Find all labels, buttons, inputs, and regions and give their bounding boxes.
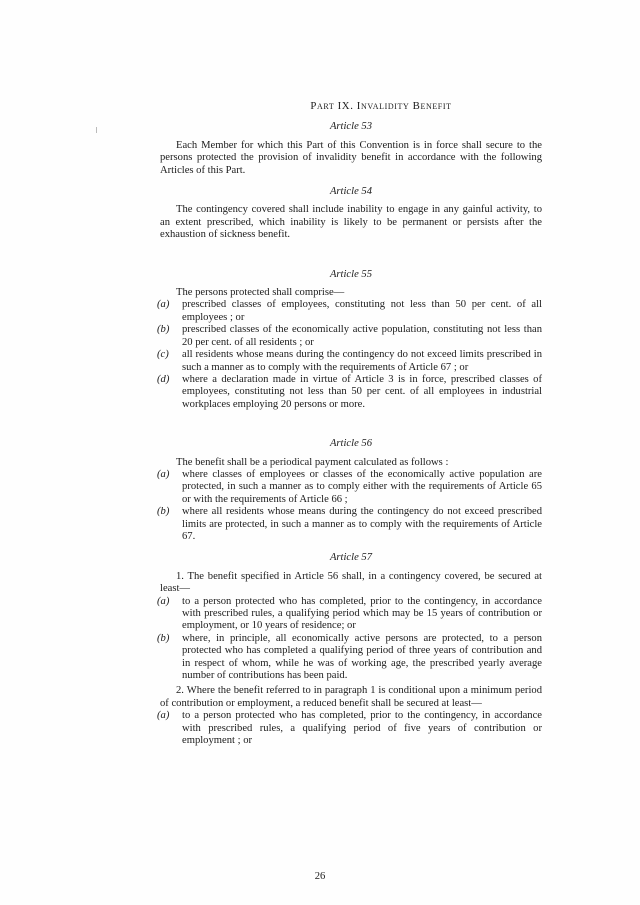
item-text: where a declaration made in virtue of Article 3 is in force, prescribed classes of employees, constituting not less than 50 per cent. of all employees in industrial workplaces employing 20 persons or more. <box>182 373 542 410</box>
article-57-paragraph-1: 1. The benefit specified in Article 56 shall, in a contingency covered, be secured at least— <box>160 570 542 595</box>
article-57-p1-item-a <box>157 595 542 633</box>
item-text: prescribed classes of employees, constituting not less than 50 per cent. of all employees ; or <box>182 299 542 323</box>
item-text: all residents whose means during the contingency do not exceed limits prescribed in such a manner as to comply with the requirements of Article 67 ; or <box>182 349 542 373</box>
article-55-item-a <box>157 299 542 324</box>
item-label: (a) <box>157 299 170 311</box>
article-55-lead: The persons protected shall comprise— <box>176 287 345 299</box>
article-56-lead: The benefit shall be a periodical payment calculated as follows : <box>176 456 449 468</box>
article-56-heading: Article 56 <box>329 438 373 450</box>
item-label: (b) <box>157 506 170 518</box>
item-label: (c) <box>157 349 169 361</box>
item-label: (b) <box>157 324 170 336</box>
item-text: where, in principle, all economically active persons are protected, to a person protected who has completed a qualifying period of three years of contribution and in respect of whom, while he was of working age, the prescribed yearly average number of contributions has been paid. <box>182 632 542 682</box>
page-content <box>157 100 542 747</box>
part-title: Part IX. Invalidity Benefit <box>310 100 452 112</box>
article-53-heading: Article 53 <box>329 121 373 133</box>
article-56-item-b <box>157 506 542 543</box>
article-55-item-c <box>157 349 542 374</box>
item-label: (d) <box>157 373 170 385</box>
item-text: to a person protected who has completed, prior to the contingency, in accordance with prescribed rules, a qualifying period which may be 15 years of contribution or employment, or 10 years of residence; or <box>182 595 542 632</box>
article-55-item-d <box>157 373 542 411</box>
item-text: where classes of employees or classes of the economically active population are protected, in such a manner as to comply either with the requirements of Article 65 or with the requirements of Article 66 ; <box>182 468 542 505</box>
article-54-text: The contingency covered shall include inability to engage in any gainful activity, to an extent prescribed, which inability is likely to be permanent or persists after the exhaustion of sickness benefit. <box>160 204 542 241</box>
item-label: (a) <box>157 710 170 722</box>
item-text: to a person protected who has completed, prior to the contingency, in accordance with prescribed rules, a qualifying period of five years of contribution or employment ; or <box>182 710 542 747</box>
article-57-p1-item-b <box>157 632 542 683</box>
item-label: (a) <box>157 468 170 480</box>
article-57-paragraph-2: 2. Where the benefit referred to in paragraph 1 is conditional upon a minimum period of contribution or employment, a reduced benefit shall be secured at least— <box>160 685 542 709</box>
article-53-text: Each Member for which this Part of this Convention is in force shall secure to the persons protected the provision of invalidity benefit in accordance with the following Articles of this Part. <box>160 139 542 176</box>
article-57-p2-item-a <box>157 710 542 747</box>
item-text: prescribed classes of the economically active population, constituting not less than 20 per cent. of all residents ; or <box>182 324 542 348</box>
article-55-item-b <box>157 324 542 349</box>
article-57-heading: Article 57 <box>329 552 373 564</box>
item-label: (b) <box>157 632 170 644</box>
item-text: where all residents whose means during the contingency do not exceed prescribed limits are protected, in such a manner as to comply with the requirements of Article 67. <box>182 506 542 542</box>
scan-mark <box>96 127 97 133</box>
article-55-heading: Article 55 <box>329 268 373 280</box>
article-54-heading: Article 54 <box>329 186 373 198</box>
article-56-item-a <box>157 468 542 506</box>
item-label: (a) <box>157 595 170 607</box>
page-number: 26 <box>314 871 326 882</box>
